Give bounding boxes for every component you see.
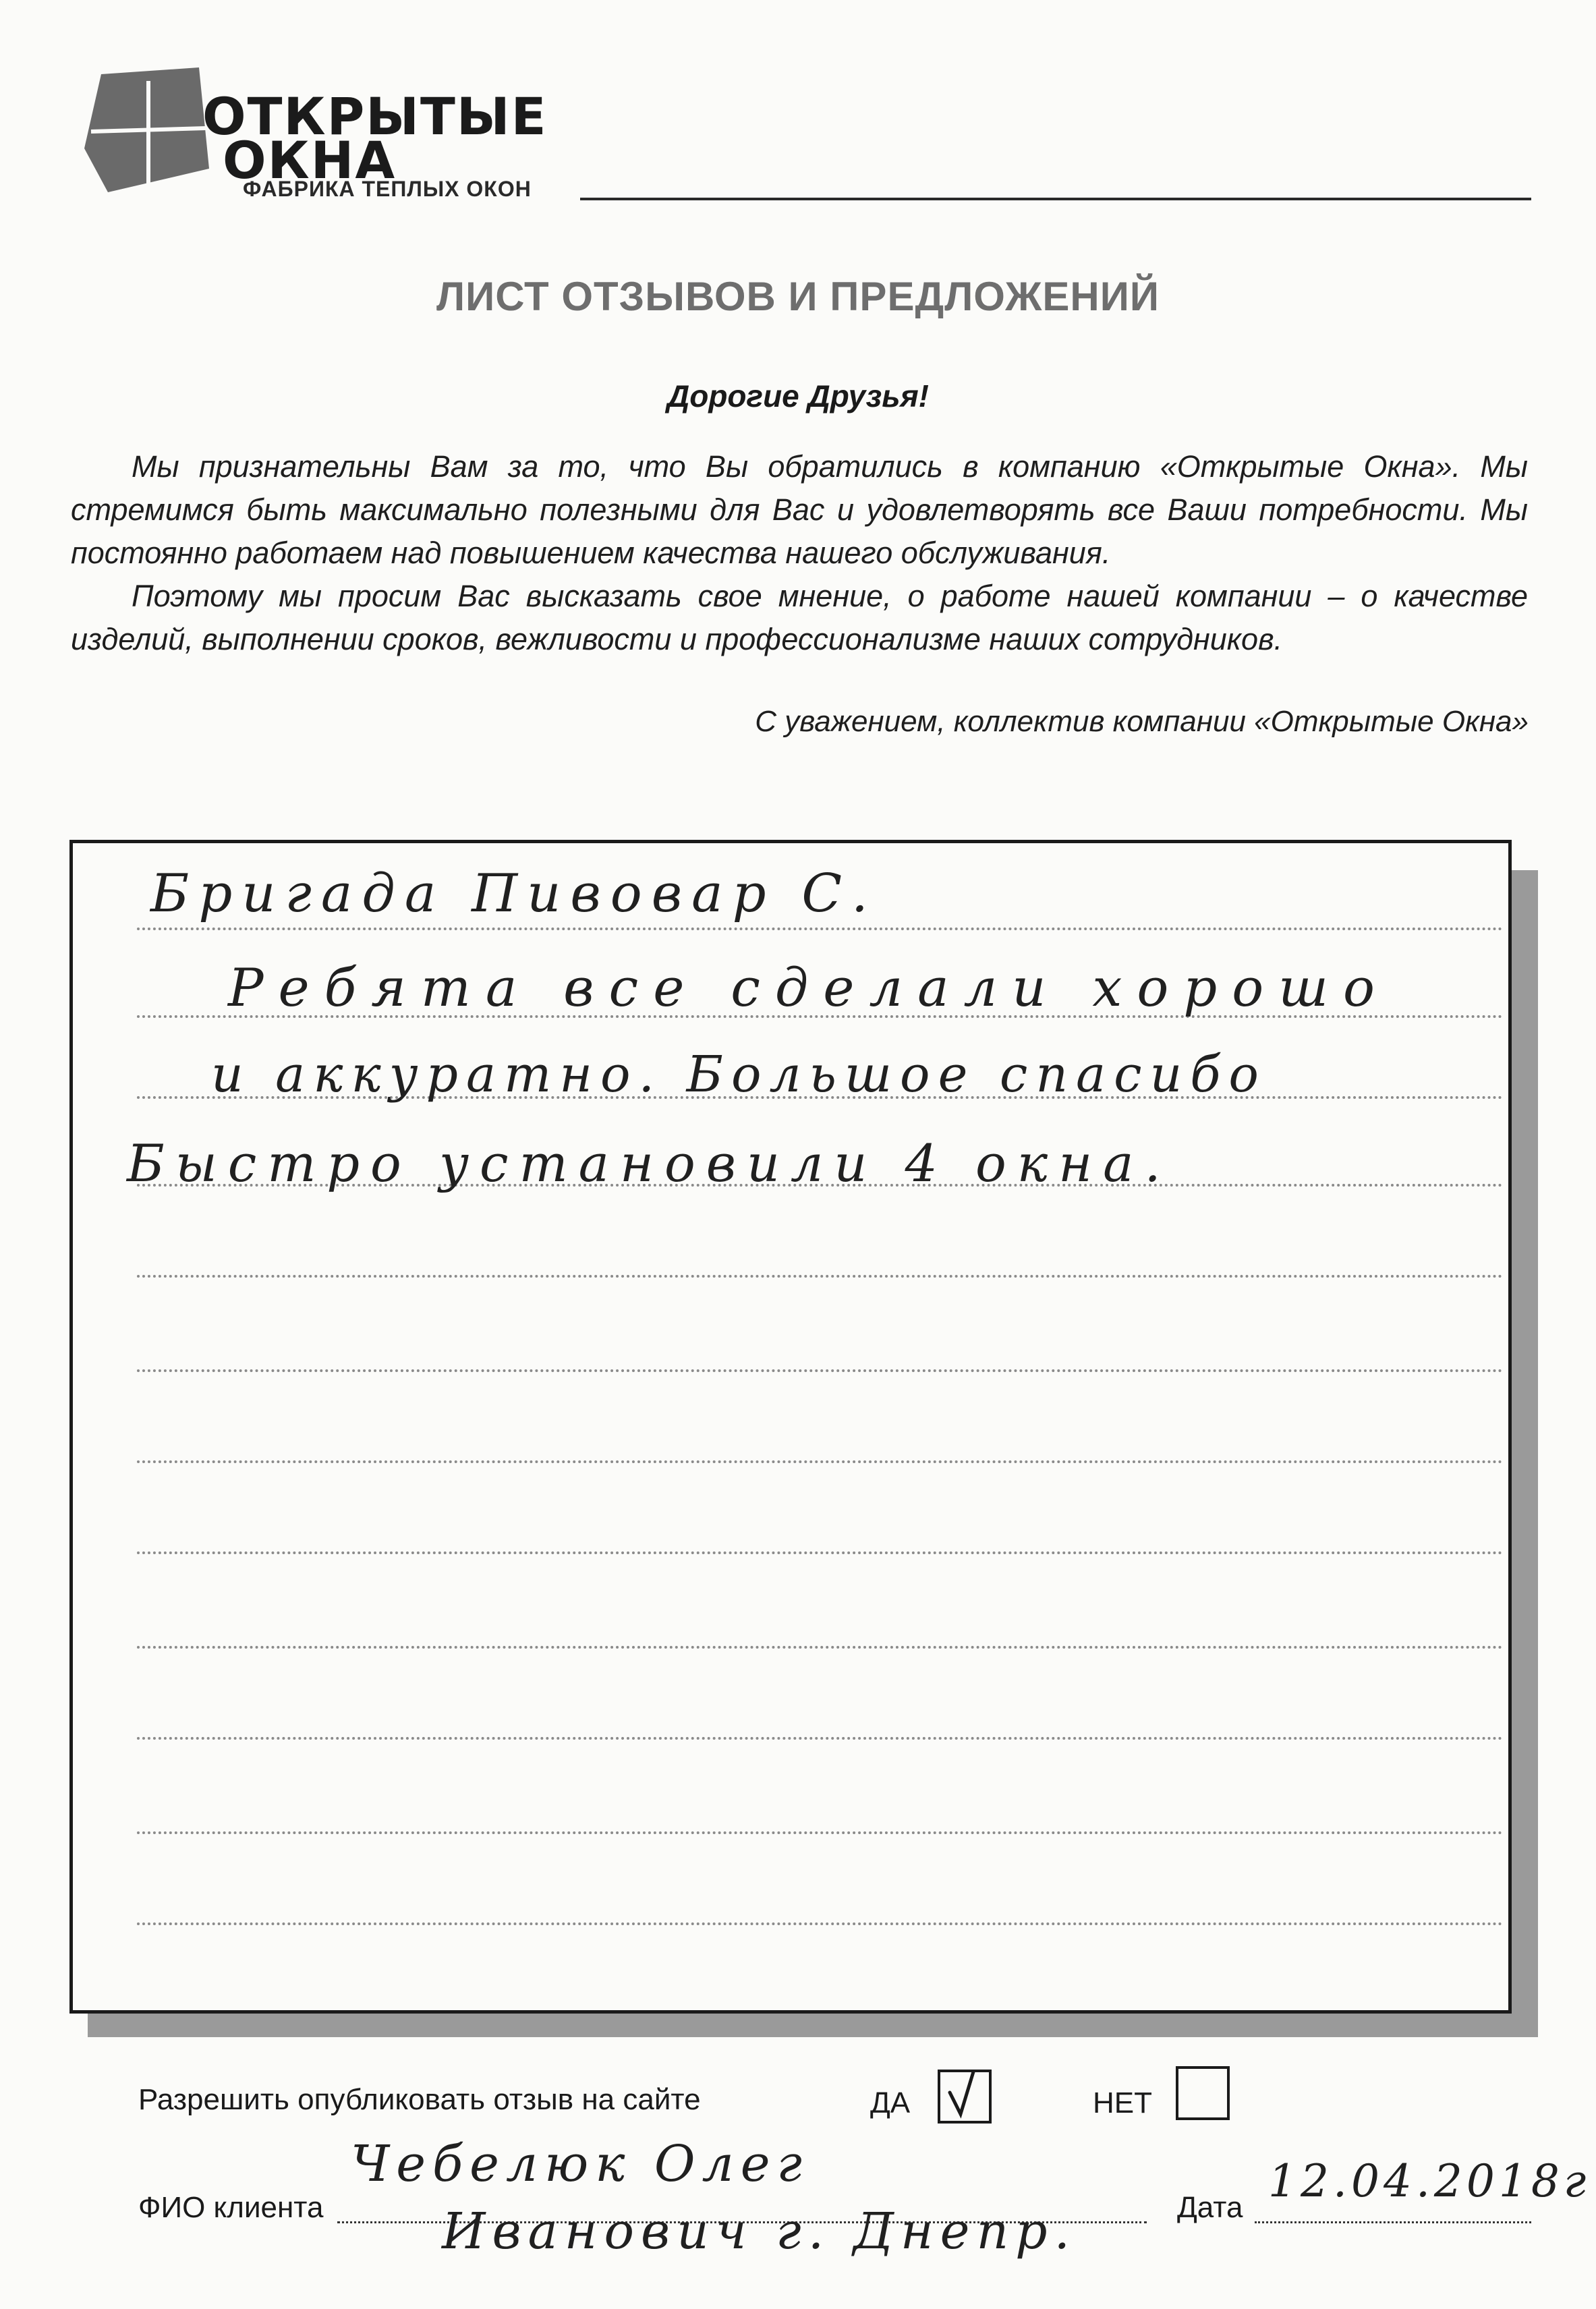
review-handwriting-line-1: Бригада Пивовар С. xyxy=(150,863,878,924)
review-handwriting-line-2: Ребята все сделали хорошо xyxy=(228,958,1390,1019)
no-checkbox[interactable] xyxy=(1176,2066,1230,2120)
writing-line xyxy=(137,1646,1503,1649)
date-line xyxy=(1255,2221,1531,2223)
logo-tagline: ФАБРИКА ТЕПЛЫХ ОКОН xyxy=(243,177,532,201)
header-divider xyxy=(580,198,1531,200)
checkmark-icon xyxy=(940,2072,989,2121)
page-title: ЛИСТ ОТЗЫВОВ И ПРЕДЛОЖЕНИЙ xyxy=(436,274,1160,319)
publish-permission-label: Разрешить опубликовать отзыв на сайте xyxy=(138,2083,701,2116)
signoff: С уважением, коллектив компании «Открытые Окна» xyxy=(755,705,1529,738)
window-logo-icon xyxy=(81,67,216,196)
intro-text xyxy=(71,445,1528,661)
logo-text-line2: ОКНА xyxy=(223,130,397,190)
client-name-handwriting-line-1[interactable]: Чебелюк Олег xyxy=(351,2135,809,2193)
review-handwriting-line-4: Быстро установили 4 окна. xyxy=(127,1133,1172,1193)
review-box[interactable] xyxy=(69,840,1512,2014)
company-logo xyxy=(81,54,567,209)
writing-line xyxy=(137,1275,1503,1278)
writing-line xyxy=(137,1369,1503,1372)
no-label: НЕТ xyxy=(1093,2086,1152,2119)
date-handwriting[interactable]: 12.04.2018г xyxy=(1268,2155,1591,2207)
yes-label: ДА xyxy=(870,2086,911,2119)
writing-line xyxy=(137,1831,1503,1834)
logo-text-line1: ОТКРЫТЫЕ xyxy=(202,86,548,146)
intro-paragraph-2: Поэтому мы просим Вас высказать свое мнение, о работе нашей компании – о качестве изделий, выполнении сроков, вежливости и профессионализме наших сотрудников. xyxy=(71,579,1528,656)
writing-line xyxy=(137,1922,1503,1925)
writing-line xyxy=(137,1737,1503,1740)
client-name-handwriting-line-2: Иванович г. Днепр. xyxy=(442,2202,1077,2260)
yes-checkbox[interactable] xyxy=(938,2070,992,2123)
writing-line xyxy=(137,1460,1503,1463)
greeting: Дорогие Друзья! xyxy=(667,378,929,414)
client-name-label: ФИО клиента xyxy=(138,2191,324,2224)
writing-line xyxy=(137,928,1503,930)
intro-paragraph-1: Мы признательны Вам за то, что Вы обратились в компанию «Открытые Окна». Мы стремимся быть максимально полезными для Вас и удовлетворять все Ваши потребности. Мы постоянно работаем над повышением качества нашего обслуживания. xyxy=(71,449,1528,570)
review-handwriting-line-3: и аккуратно. Большое спасибо xyxy=(211,1046,1267,1104)
writing-line xyxy=(137,1551,1503,1554)
date-label: Дата xyxy=(1177,2191,1243,2224)
